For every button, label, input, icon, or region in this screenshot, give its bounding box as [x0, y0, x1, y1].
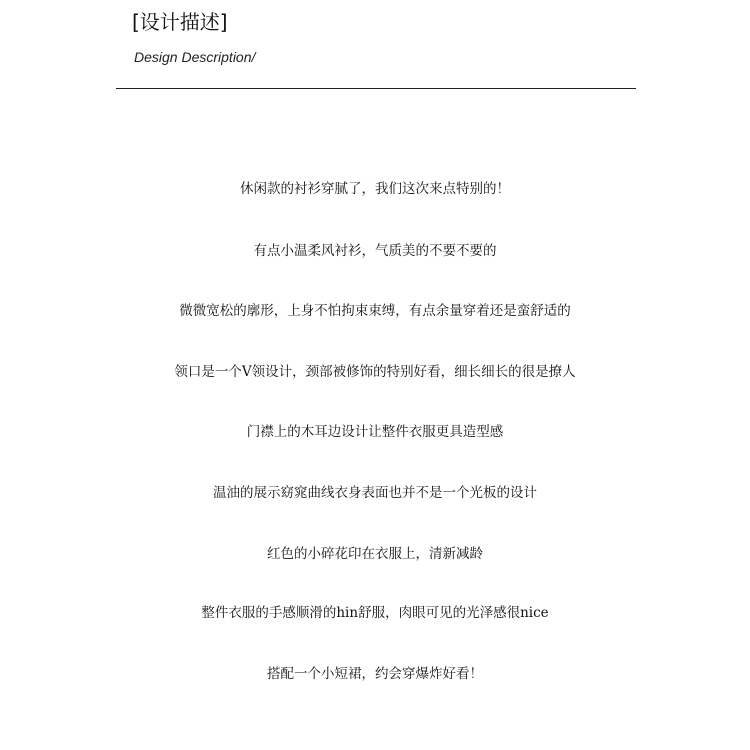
description-line: 微微宽松的廓形，上身不怕拘束束缚，有点余量穿着还是蛮舒适的 [179, 303, 571, 319]
description-line: 搭配一个小短裙，约会穿爆炸好看！ [267, 666, 483, 682]
description-line: 门襟上的木耳边设计让整件衣服更具造型感 [246, 424, 504, 440]
description-line: 领口是一个V领设计，颈部被修饰的特别好看，细长细长的很是撩人 [174, 364, 576, 380]
description-line: 有点小温柔风衬衫，气质美的不要不要的 [253, 243, 497, 259]
description-line: 休闲款的衬衫穿腻了，我们这次来点特别的！ [240, 181, 510, 197]
divider [116, 88, 636, 89]
section-subtitle: Design Description/ [134, 49, 256, 65]
description-line: 红色的小碎花印在衣服上，清新减龄 [267, 546, 483, 562]
section-title: [设计描述] [132, 10, 228, 34]
description-line: 温油的展示窈窕曲线衣身表面也并不是一个光板的设计 [213, 485, 537, 501]
description-line: 整件衣服的手感顺滑的hin舒服，肉眼可见的光泽感很nice [201, 605, 549, 621]
